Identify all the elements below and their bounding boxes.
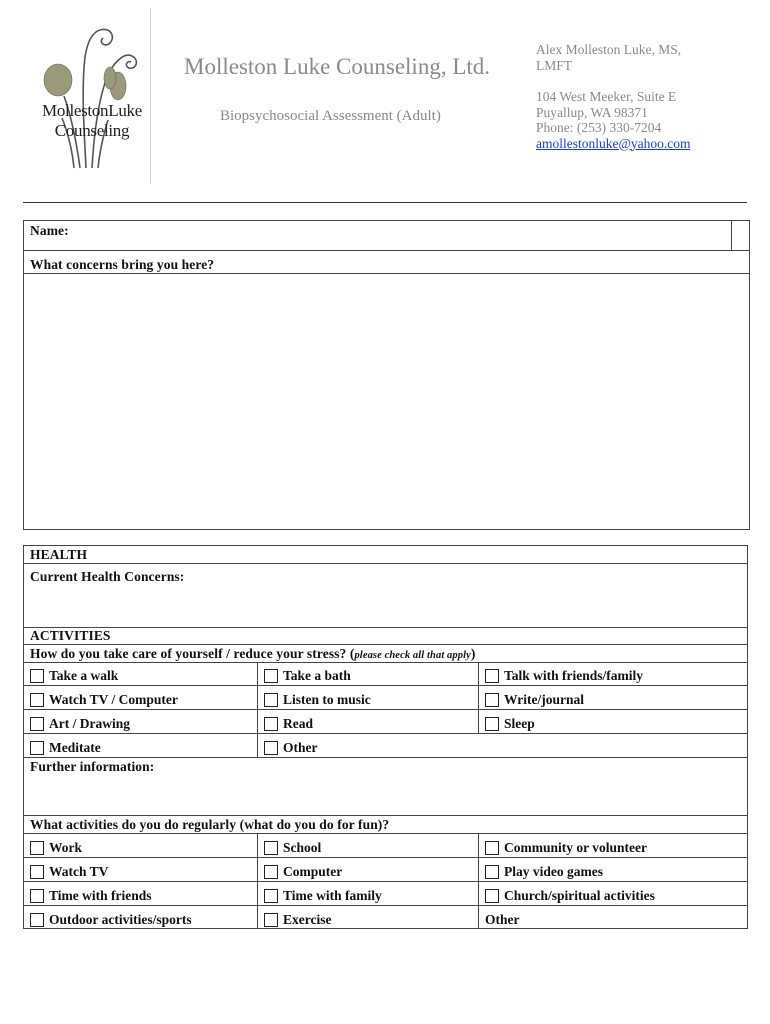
checkbox[interactable]: [485, 669, 499, 683]
checkbox[interactable]: [485, 865, 499, 879]
company-name: Molleston Luke Counseling, Ltd.: [184, 54, 491, 79]
stress-question: How do you take care of yourself / reduce your stress? (please check all that apply): [30, 646, 476, 661]
checkbox[interactable]: [30, 669, 44, 683]
checkbox[interactable]: [485, 841, 499, 855]
checkbox[interactable]: [264, 693, 278, 707]
option-watch-tv-computer[interactable]: Watch TV / Computer: [30, 692, 178, 708]
further-info-field[interactable]: [24, 776, 747, 814]
name-field-divider: [731, 220, 732, 250]
health-heading: HEALTH: [30, 547, 88, 562]
concerns-label: What concerns bring you here?: [30, 257, 215, 272]
stress-question-text: How do you take care of yourself / reduce your stress?: [30, 646, 347, 661]
option-play-video-games[interactable]: Play video games: [485, 864, 603, 880]
form-subtitle: Biopsychosocial Assessment (Adult): [220, 108, 441, 124]
option-talk-with-friends[interactable]: Talk with friends/family: [485, 668, 643, 684]
checkbox[interactable]: [485, 889, 499, 903]
checkbox[interactable]: [30, 889, 44, 903]
logo-line-2: Counseling: [54, 121, 130, 140]
checkbox[interactable]: [264, 889, 278, 903]
checkbox[interactable]: [30, 865, 44, 879]
option-sleep[interactable]: Sleep: [485, 716, 535, 732]
option-school[interactable]: School: [264, 840, 321, 856]
contact-address-2: Puyallup, WA 98371: [536, 104, 648, 120]
option-listen-to-music[interactable]: Listen to music: [264, 692, 371, 708]
checkbox[interactable]: [264, 841, 278, 855]
fun-question: What activities do you do regularly (what do you do for fun)?: [30, 817, 390, 832]
contact-block: [536, 42, 691, 151]
checkbox[interactable]: [264, 913, 278, 927]
checkbox[interactable]: [264, 669, 278, 683]
option-meditate[interactable]: Meditate: [30, 740, 101, 756]
option-other-stress[interactable]: Other: [264, 740, 318, 756]
option-outdoor-activities[interactable]: Outdoor activities/sports: [30, 912, 192, 928]
option-work[interactable]: Work: [30, 840, 82, 856]
checkbox[interactable]: [264, 717, 278, 731]
checkbox[interactable]: [485, 693, 499, 707]
name-label: Name:: [30, 223, 69, 238]
option-read[interactable]: Read: [264, 716, 313, 732]
health-concerns-label: Current Health Concerns:: [30, 569, 185, 584]
checkbox[interactable]: [30, 913, 44, 927]
checkbox[interactable]: [30, 717, 44, 731]
option-exercise[interactable]: Exercise: [264, 912, 331, 928]
contact-email-link[interactable]: amollestonluke@yahoo.com: [536, 135, 691, 151]
checkbox[interactable]: [30, 693, 44, 707]
header-divider: [23, 202, 747, 203]
fern-logo-icon: [28, 8, 151, 184]
contact-name-line-2: LMFT: [536, 57, 573, 73]
option-other-fun[interactable]: Other: [485, 912, 520, 927]
option-time-with-friends[interactable]: Time with friends: [30, 888, 152, 904]
name-field[interactable]: [90, 222, 730, 248]
checkbox[interactable]: [485, 717, 499, 731]
checkbox[interactable]: [30, 741, 44, 755]
option-art-drawing[interactable]: Art / Drawing: [30, 716, 130, 732]
option-take-a-walk[interactable]: Take a walk: [30, 668, 118, 684]
option-take-a-bath[interactable]: Take a bath: [264, 668, 351, 684]
contact-name-line-1: Alex Molleston Luke, MS,: [536, 42, 682, 57]
concerns-textarea[interactable]: [24, 274, 749, 529]
health-concerns-field[interactable]: [24, 585, 747, 625]
option-community-volunteer[interactable]: Community or volunteer: [485, 840, 647, 856]
company-logo: [28, 8, 151, 184]
option-watch-tv[interactable]: Watch TV: [30, 864, 108, 880]
activities-heading: ACTIVITIES: [30, 628, 111, 643]
stress-note: please check all that apply: [354, 650, 471, 661]
contact-address-1: 104 West Meeker, Suite E: [536, 89, 677, 104]
checkbox[interactable]: [264, 865, 278, 879]
option-write-journal[interactable]: Write/journal: [485, 692, 584, 708]
option-church-spiritual[interactable]: Church/spiritual activities: [485, 888, 655, 904]
further-info-label: Further information:: [30, 759, 155, 774]
option-time-with-family[interactable]: Time with family: [264, 888, 382, 904]
contact-phone: Phone: (253) 330-7204: [536, 120, 662, 135]
checkbox[interactable]: [30, 841, 44, 855]
logo-line-1: MollestonLuke: [42, 101, 142, 120]
checkbox[interactable]: [264, 741, 278, 755]
option-computer[interactable]: Computer: [264, 864, 342, 880]
